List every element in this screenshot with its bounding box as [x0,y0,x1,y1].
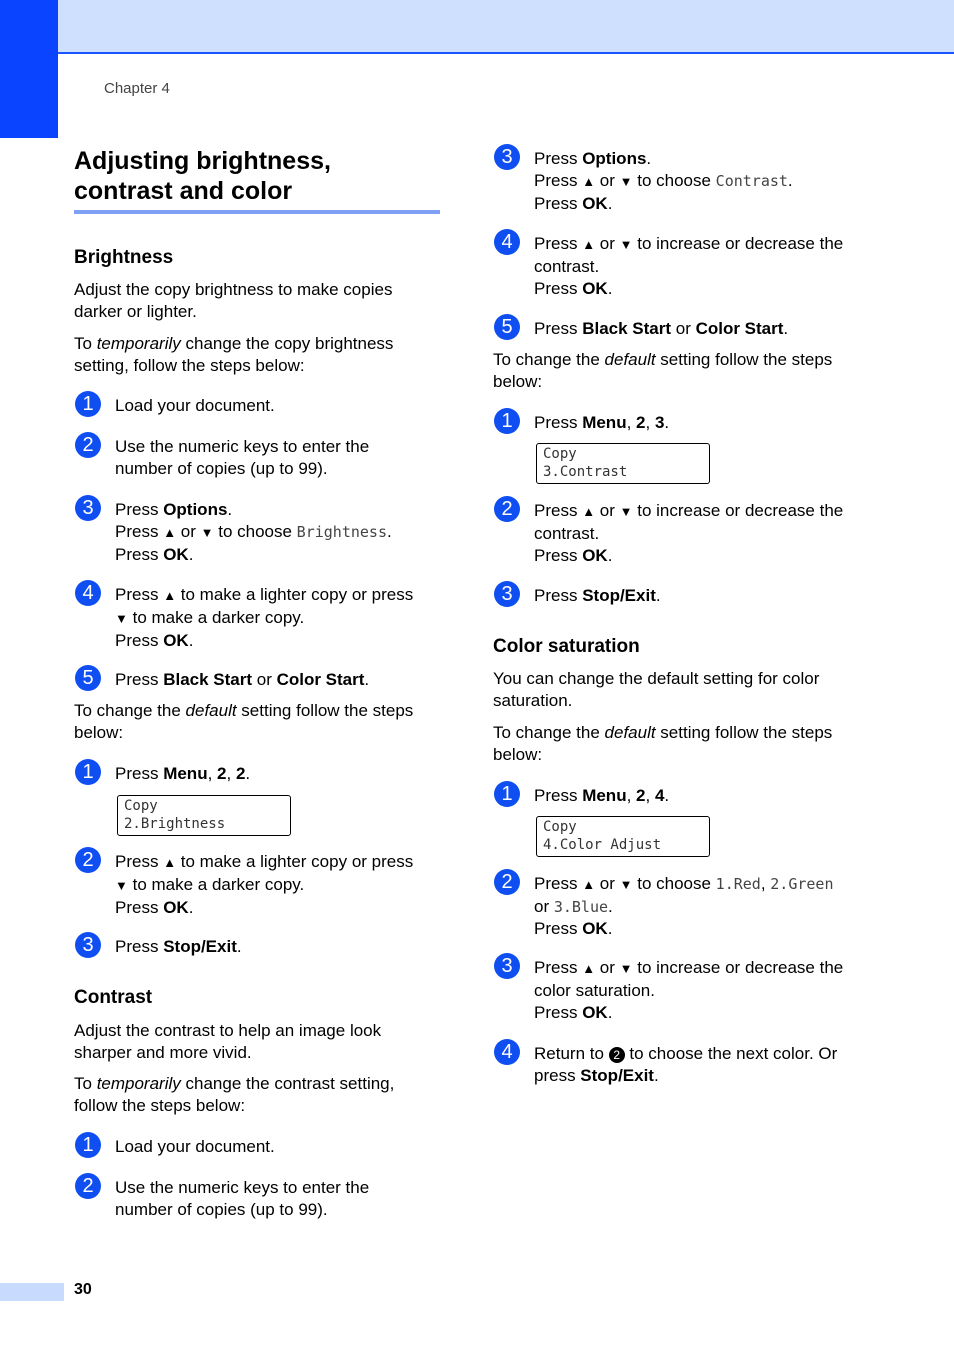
step-number: 1 [494,781,520,807]
saturation-heading: Color saturation [493,636,640,657]
step-text: Press ▲ or ▼ to increase or decrease the contrast. Press OK. [534,501,844,565]
step-text: Press Stop/Exit. [115,937,242,956]
step-text: Press Menu, 2, 2. [115,764,251,783]
circled-2-icon: 2 [609,1047,625,1063]
step-text: Press Black Start or Color Start. [115,670,370,689]
step-number: 2 [75,847,101,873]
step-text: Load your document. [115,1137,275,1156]
step-text: Press ▲ or ▼ to choose 1.Red, 2.Green or 3.Blue. Press OK. [534,874,834,938]
step-text: Press ▲ to make a lighter copy or press ▼ to make a darker copy. Press OK. [115,852,414,917]
step-number: 3 [75,932,101,958]
saturation-default-text: To change the default setting follow the steps below: [493,723,833,764]
step-number: 2 [494,869,520,895]
brightness-default-text: To change the default setting follow the steps below: [74,701,414,742]
brightness-intro: Adjust the copy brightness to make copies darker or lighter. [74,280,393,321]
contrast-temp-text: To temporarily change the contrast setting, follow the steps below: [74,1074,395,1115]
title-rule [74,210,440,214]
step-text: Press Stop/Exit. [534,586,661,605]
step-text: Load your document. [115,396,275,415]
step-text: Use the numeric keys to enter the number of copies (up to 99). [115,437,370,478]
step-number: 3 [494,953,520,979]
step-text: Press ▲ or ▼ to increase or decrease the color saturation. Press OK. [534,958,844,1022]
step-text: Return to 2 to choose the next color. Or press Stop/Exit. [534,1044,838,1085]
header-band [0,0,954,54]
step-number: 2 [75,1173,101,1199]
step-number: 3 [75,495,101,521]
chapter-label: Chapter 4 [104,80,170,97]
step-number: 5 [75,665,101,691]
footer-bar [0,1283,64,1301]
page-number: 30 [74,1281,92,1298]
brightness-heading: Brightness [74,247,174,268]
step-number: 3 [494,581,520,607]
brightness-temp-text: To temporarily change the copy brightness setting, follow the steps below: [74,334,394,375]
lcd-display: Copy 3.Contrast [536,443,710,484]
page-title: Adjusting brightness, contrast and color [74,147,331,205]
step-text: Press ▲ or ▼ to increase or decrease the contrast. Press OK. [534,234,844,298]
step-text: Press Black Start or Color Start. [534,319,789,338]
lcd-display: Copy 4.Color Adjust [536,816,710,857]
step-text: Press Menu, 2, 4. [534,786,670,805]
saturation-intro: You can change the default setting for color saturation. [493,669,820,710]
step-number: 1 [75,1132,101,1158]
contrast-default-text: To change the default setting follow the steps below: [493,350,833,391]
lcd-display: Copy 2.Brightness [117,795,291,836]
step-text: Use the numeric keys to enter the number of copies (up to 99). [115,1178,370,1219]
step-text: Press ▲ to make a lighter copy or press ▼ to make a darker copy. Press OK. [115,585,414,650]
contrast-intro: Adjust the contrast to help an image look sharper and more vivid. [74,1021,382,1062]
step-number: 4 [75,580,101,606]
step-number: 1 [75,759,101,785]
step-number: 2 [75,432,101,458]
step-number: 3 [494,144,520,170]
chapter-tab [0,0,58,138]
step-text: Press Options. Press ▲ or ▼ to choose Contrast. Press OK. [534,149,793,213]
step-number: 4 [494,229,520,255]
step-number: 1 [494,408,520,434]
step-text: Press Options. Press ▲ or ▼ to choose Brightness. Press OK. [115,500,392,564]
step-number: 5 [494,314,520,340]
contrast-heading: Contrast [74,987,153,1008]
step-number: 1 [75,391,101,417]
step-number: 4 [494,1039,520,1065]
step-text: Press Menu, 2, 3. [534,413,670,432]
step-number: 2 [494,496,520,522]
